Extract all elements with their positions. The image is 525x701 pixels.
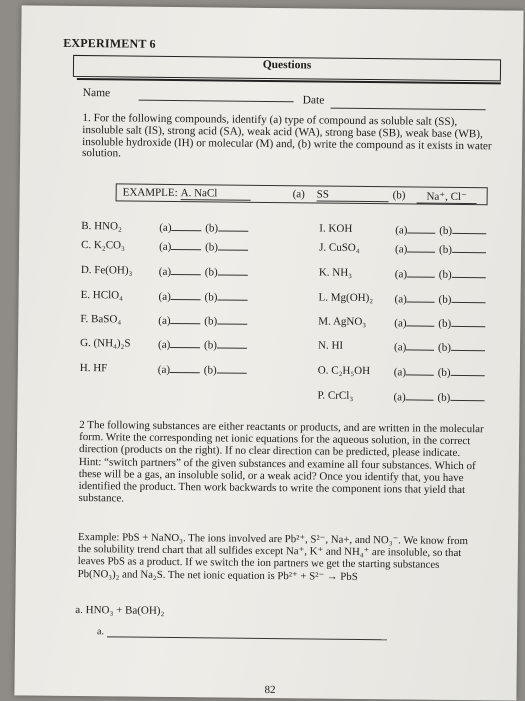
answer-b-field[interactable]: [438, 366, 485, 379]
answer-a-blank[interactable]: [407, 267, 435, 277]
worksheet-page: [14, 5, 523, 700]
answer-b-label: (b): [438, 268, 452, 281]
answer-b-label: (b): [438, 293, 452, 306]
compound-label: O. C₂H₅OH: [317, 364, 371, 378]
answer-b-blank[interactable]: [452, 268, 486, 278]
example-label: EXAMPLE:: [122, 186, 178, 200]
answer-a-field[interactable]: [159, 290, 201, 303]
example-b-label: (b): [392, 189, 406, 202]
part-a-sub: a.: [97, 626, 105, 638]
compound-label: L. Mg(OH)₂: [318, 291, 374, 305]
answer-b-blank[interactable]: [217, 314, 247, 324]
answer-a-field[interactable]: [158, 338, 200, 351]
answer-b-label: (b): [438, 317, 452, 330]
answer-a-label: (a): [393, 391, 406, 404]
answer-b-label: (b): [205, 222, 219, 235]
example-box: [116, 183, 488, 205]
answer-b-field[interactable]: [438, 317, 485, 330]
example-2-text: Example: PbS + NaNO₃. The ions involved are Pb²⁺, S²⁻, Na+, and NO₃⁻. We know from the solubility trend chart that all sulfides except Na⁺, K⁺ and NH₄⁺ are insoluble, so that leaves PbS as a product. If we switch the ion partners we get the starting substances Pb(NO₃)₂ and Na₂S. The net ionic equation is Pb²⁺ + S²⁻ → PbS: [77, 531, 468, 583]
compound-label: E. HClO₄: [80, 289, 124, 302]
answer-b-blank[interactable]: [452, 243, 486, 253]
answer-b-label: (b): [204, 339, 217, 352]
answer-a-blank[interactable]: [171, 221, 201, 231]
answer-b-blank[interactable]: [452, 224, 486, 234]
answer-a-field[interactable]: [395, 292, 435, 305]
answer-a-label: (a): [159, 240, 172, 253]
compound-label: M. AgNO₃: [318, 315, 367, 329]
answer-b-field[interactable]: [204, 314, 247, 327]
answer-b-field[interactable]: [205, 221, 248, 234]
answer-b-field[interactable]: [438, 341, 485, 354]
compound-label: F. BaSO₄: [80, 313, 122, 326]
compound-label: K. NH₃: [318, 266, 353, 279]
compound-label: J. CuSO₄: [319, 241, 360, 254]
answer-b-label: (b): [437, 366, 451, 379]
answer-b-label: (b): [204, 266, 218, 279]
answer-b-field[interactable]: [439, 224, 486, 237]
answer-a-field[interactable]: [159, 265, 201, 278]
answer-b-field[interactable]: [205, 290, 248, 303]
answer-a-blank[interactable]: [170, 363, 200, 373]
example-a-label: (a): [292, 188, 305, 201]
answer-a-label: (a): [394, 317, 407, 330]
question-2-text: 2 The following substances are either reactants or products, and are written in the molecular form. Write the corresponding net ionic equations for the aqueous solution, in the correct direction (products on the right). If no clear direction can be predicted, please indicate. Hint: “switch partners” of the given substances and examine all four substances. Which of these will be a gas, an insoluble solid, or a weak acid? Once you identify that, you have identified the product. Then work backwards to write the component ions that yield that substance.: [78, 419, 484, 505]
answer-a-blank[interactable]: [406, 365, 434, 375]
answer-b-blank[interactable]: [218, 265, 248, 275]
part-a-label: a. HNO₃ + Ba(OH)₂: [75, 603, 165, 617]
answer-b-label: (b): [439, 243, 452, 256]
name-blank-line: [139, 100, 294, 103]
answer-a-label: (a): [393, 366, 407, 379]
answer-a-blank[interactable]: [407, 316, 435, 326]
answer-b-field[interactable]: [439, 268, 486, 281]
answer-b-field[interactable]: [204, 363, 247, 376]
compound-label: H. HF: [79, 362, 108, 375]
answer-a-field[interactable]: [393, 390, 433, 403]
example-a-value: SS: [317, 188, 389, 202]
example-compound: A. NaCl: [181, 187, 251, 201]
compound-label: I. KOH: [319, 222, 353, 235]
answer-a-label: (a): [158, 265, 172, 278]
answer-a-label: (a): [395, 243, 408, 256]
compound-label: P. CrCl₃: [317, 389, 354, 402]
answer-a-label: (a): [158, 290, 171, 303]
answer-b-field[interactable]: [205, 240, 248, 253]
answer-b-field[interactable]: [437, 391, 484, 404]
answer-a-field[interactable]: [394, 365, 434, 378]
answer-b-blank[interactable]: [217, 338, 247, 348]
answer-b-blank[interactable]: [217, 290, 247, 300]
questions-banner: [73, 55, 501, 81]
answer-b-field[interactable]: [439, 293, 486, 306]
answer-a-blank[interactable]: [171, 290, 201, 300]
answer-b-label: (b): [439, 224, 453, 237]
answer-b-field[interactable]: [205, 265, 248, 278]
answer-b-blank[interactable]: [451, 317, 485, 327]
answer-b-blank[interactable]: [218, 240, 248, 250]
experiment-title: EXPERIMENT 6: [63, 35, 156, 51]
compound-label: C. K₂CO₃: [81, 239, 125, 252]
answer-a-field[interactable]: [394, 316, 434, 329]
answer-a-blank[interactable]: [170, 338, 200, 348]
answer-a-blank[interactable]: [407, 292, 435, 302]
answer-b-blank[interactable]: [451, 366, 485, 376]
answer-a-blank[interactable]: [171, 314, 201, 324]
answer-a-label: (a): [394, 293, 407, 306]
name-label: Name: [82, 87, 111, 100]
answer-a-label: (a): [157, 363, 171, 376]
answer-b-blank[interactable]: [217, 363, 247, 373]
answer-a-field[interactable]: [159, 240, 201, 253]
answer-b-label: (b): [437, 391, 451, 404]
answer-a-label: (a): [395, 224, 408, 237]
answer-a-field[interactable]: [395, 242, 435, 255]
answer-a-blank[interactable]: [171, 265, 201, 275]
answer-a-blank[interactable]: [171, 240, 201, 250]
answer-a-label: (a): [159, 221, 172, 234]
page-number: 82: [264, 683, 276, 697]
answer-b-blank[interactable]: [451, 341, 485, 351]
compound-label: B. HNO₂: [81, 220, 122, 233]
answer-a-field[interactable]: [158, 363, 200, 376]
answer-b-label: (b): [203, 364, 217, 377]
answer-b-blank[interactable]: [218, 221, 248, 231]
answer-b-label: (b): [205, 241, 218, 254]
example-b-value: Na⁺, Cl⁻: [417, 190, 477, 205]
answer-b-label: (b): [204, 315, 218, 328]
answer-a-label: (a): [158, 314, 171, 327]
answer-b-blank[interactable]: [450, 391, 484, 401]
answer-b-field[interactable]: [439, 243, 486, 256]
answer-b-label: (b): [438, 341, 451, 354]
questions-heading: Questions: [262, 58, 312, 72]
answer-a-label: (a): [394, 341, 407, 354]
answer-b-field[interactable]: [204, 338, 247, 351]
answer-a-blank[interactable]: [406, 340, 434, 350]
answer-b-blank[interactable]: [451, 293, 485, 303]
compound-label: G. (NH₄)₂S: [80, 337, 131, 350]
answer-a-field[interactable]: [395, 223, 435, 236]
answer-b-label: (b): [204, 291, 218, 304]
part-a-answer-line: [107, 636, 387, 640]
answer-a-blank[interactable]: [406, 390, 434, 400]
answer-a-blank[interactable]: [407, 242, 435, 252]
answer-a-label: (a): [394, 268, 408, 281]
compound-label: D. Fe(OH)₃: [80, 264, 133, 277]
answer-a-field[interactable]: [394, 340, 434, 353]
answer-a-field[interactable]: [395, 267, 435, 280]
compound-label: N. HI: [318, 339, 344, 352]
answer-a-field[interactable]: [159, 221, 201, 234]
question-1-text: 1. For the following compounds, identify (a) type of compound as soluble salt (SS), insoluble salt (IS), strong acid (SA), weak acid (WA), strong base (SB), weak base (WB), insoluble hydroxide (IH) or molecular (M) and, (b) write the compound as it exists in water solution.: [82, 112, 492, 160]
answer-a-field[interactable]: [158, 314, 200, 327]
answer-a-label: (a): [158, 338, 171, 351]
answer-a-blank[interactable]: [407, 223, 435, 233]
date-label: Date: [302, 94, 325, 107]
date-blank-line: [331, 108, 486, 111]
